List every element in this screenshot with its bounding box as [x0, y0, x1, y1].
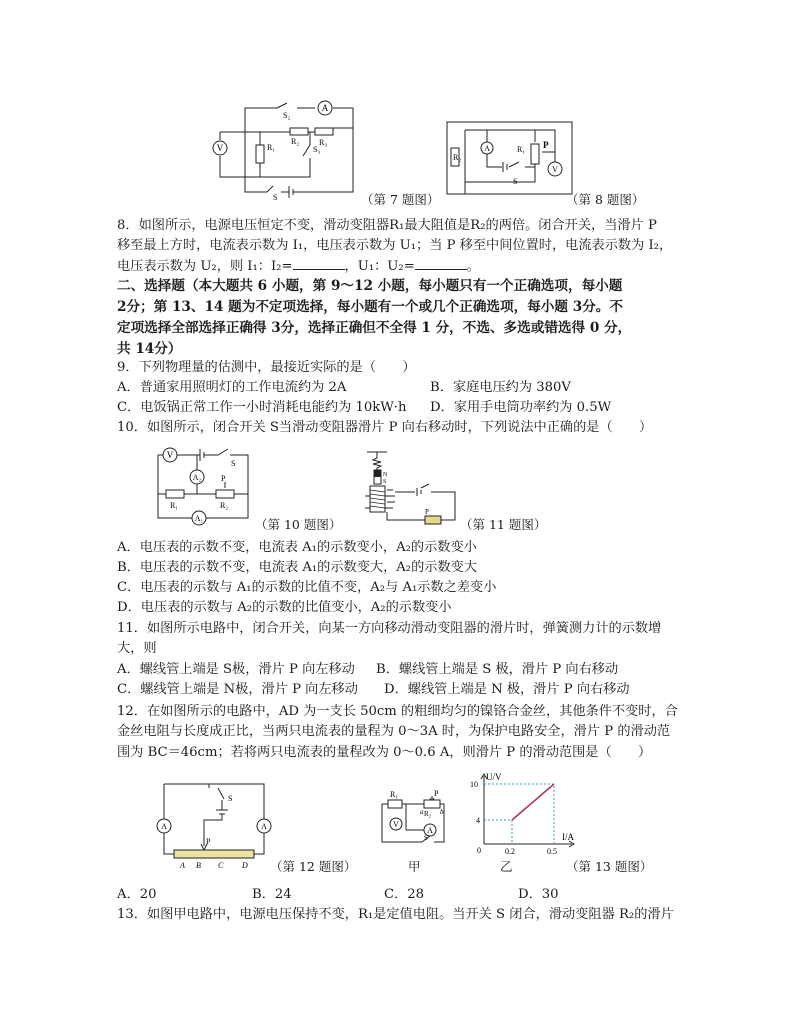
y-axis-label: U/V — [486, 772, 502, 782]
svg-text:R₂: R₂ — [424, 810, 432, 818]
q8-line3-a: 电压表示数为 U₂，则 I₁：I₂= — [117, 259, 293, 274]
q12-option-b: B．24 — [252, 887, 292, 902]
svg-text:P: P — [425, 508, 429, 516]
q12-line1: 12．在如图所示的电路中，AD 为一支长 50cm 的粗细均匀的镍铬合金丝，其他条件不变时，合 — [117, 704, 678, 719]
q13-line1: 13．如图甲电路中，电源电压保持不变，R₁是定值电阻。当开关 S 闭合，滑动变阻器 R₂的滑片 — [117, 907, 674, 922]
figure-7-circuit — [215, 100, 365, 200]
svg-text:A₁: A₁ — [194, 514, 204, 523]
svg-text:A: A — [261, 822, 267, 831]
answer-blank-2[interactable] — [415, 257, 467, 270]
figure-11-circuit — [365, 450, 465, 528]
q11-option-d: D．螺线管上端是 N 极，滑片 P 向右移动 — [384, 682, 630, 697]
q9-option-b: B．家庭电压约为 380V — [430, 380, 571, 395]
svg-text:B: B — [196, 861, 201, 870]
figure-13-circuit-jia — [378, 790, 450, 850]
y-tick-label: 10 — [470, 780, 478, 789]
q12-option-a: A．20 — [117, 887, 157, 902]
svg-text:a: a — [420, 808, 424, 816]
section2-line3: 定项选择全部选择正确得 3分，选择正确但不全得 1 分，不选、多选或错选得 0 分， — [117, 320, 632, 336]
q9-option-a: A．普通家用照明灯的工作电流约为 2A — [117, 380, 347, 395]
q11-line2: 大，则 — [117, 641, 157, 656]
data-line — [512, 784, 554, 820]
svg-text:A: A — [427, 826, 433, 835]
svg-text:N: N — [383, 472, 388, 478]
figure-10-caption: （第 10 题图） — [255, 517, 342, 532]
svg-text:A: A — [321, 103, 329, 113]
svg-text:A: A — [484, 144, 490, 153]
q12-option-d: D．30 — [518, 887, 559, 902]
svg-text:S₃: S₃ — [313, 145, 321, 154]
q12-option-c: C．28 — [384, 887, 425, 902]
svg-text:b: b — [440, 808, 444, 816]
svg-text:R₁: R₁ — [267, 143, 276, 152]
x-tick-label: 0.5 — [547, 847, 557, 856]
svg-text:C: C — [218, 861, 224, 870]
q8-line3-b: ，U₁：U₂= — [344, 259, 415, 274]
x-tick-label: 0.2 — [505, 847, 515, 856]
svg-text:V: V — [216, 143, 224, 153]
q11-option-b: B．螺线管上端是 S 极，滑片 P 向右移动 — [376, 662, 619, 677]
q12-line2: 金丝电阻与长度成正比，当两只电流表的量程为 0～3A 时，为保护电路安全，滑片 P 的滑动范 — [117, 724, 671, 739]
q11-option-a: A．螺线管上端是 S极，滑片 P 向左移动 — [117, 662, 355, 677]
q9-stem: 9．下列物理量的估测中，最接近实际的是（ ） — [117, 360, 416, 375]
figure-8-circuit — [447, 122, 572, 198]
svg-text:P: P — [206, 837, 211, 846]
answer-blank-1[interactable] — [293, 257, 345, 270]
q8-line1: 8．如图所示，电源电压恒定不变，滑动变阻器R₁最大阻值是R₂的两倍。闭合开关，当滑片 P — [117, 218, 657, 233]
q10-option-b: B．电压表的示数不变，电流表 A₁的示数变大，A₂的示数变大 — [117, 560, 478, 575]
svg-text:S: S — [273, 193, 278, 202]
q8-line3-c: 。 — [466, 259, 480, 274]
section2-line4: 共 14分） — [117, 341, 182, 357]
svg-text:R₂: R₂ — [291, 137, 300, 146]
q11-option-c: C．螺线管上端是 N极，滑片 P 向左移动 — [117, 682, 358, 697]
figure-12-caption: （第 12 题图） — [270, 859, 357, 874]
svg-text:R₁: R₁ — [170, 501, 179, 510]
svg-text:S: S — [424, 834, 428, 842]
svg-text:R₁: R₁ — [517, 145, 526, 154]
section2-line1: 二、选择题（本大题共 6 小题，第 9～12 小题，每小题只有一个正确选项，每小题 — [117, 278, 623, 294]
origin-label: 0 — [477, 846, 481, 855]
svg-text:P: P — [221, 474, 226, 483]
q11-line1: 11．如图所示电路中，闭合开关，向某一方向移动滑动变阻器的滑片时，弹簧测力计的示数增 — [117, 621, 662, 636]
q10-option-a: A．电压表的示数不变，电流表 A₁的示数变小，A₂的示数变小 — [117, 540, 477, 555]
svg-text:R₂: R₂ — [453, 153, 462, 162]
y-tick-label: 4 — [476, 816, 480, 825]
q9-option-c: C．电饭锅正常工作一小时消耗电能约为 10kW·h — [117, 400, 407, 415]
svg-text:S: S — [228, 794, 233, 803]
svg-text:R₃: R₃ — [319, 138, 328, 147]
figure-8-caption: （第 8 题图） — [566, 192, 645, 207]
q10-option-c: C．电压表的示数与 A₁的示数的比值不变，A₂与 A₁示数之差变小 — [117, 580, 497, 595]
svg-text:S: S — [513, 177, 518, 186]
svg-text:A: A — [161, 822, 167, 831]
figure-12-circuit — [154, 784, 274, 874]
svg-text:V: V — [552, 165, 558, 174]
figure-13-graph-yi — [462, 772, 574, 862]
section2-line2: 2分；第 13、14 题为不定项选择，每小题有一个或几个正确选项，每小题 3分。不 — [117, 299, 623, 315]
svg-text:S: S — [231, 459, 236, 468]
svg-text:A: A — [180, 861, 185, 870]
figure-13-yi-label: 乙 — [500, 859, 513, 874]
figure-10-circuit — [148, 444, 256, 526]
x-axis-label: I/A — [562, 832, 574, 842]
svg-text:D: D — [242, 861, 248, 870]
q8-line3 — [117, 257, 480, 276]
svg-text:R₁: R₁ — [390, 790, 399, 799]
q12-line3: 围为 BC＝46cm；若将两只电流表的量程改为 0～0.6 A，则滑片 P 的滑动范围是（ ） — [117, 745, 652, 760]
svg-text:S: S — [383, 479, 387, 485]
figure-7-caption: （第 7 题图） — [361, 192, 440, 207]
q8-line2: 移至最上方时，电流表示数为 I₁，电压表示数为 U₁；当 P 移至中间位置时，电流表示数为 I₂， — [117, 238, 673, 253]
svg-text:V: V — [393, 820, 399, 829]
figure-13-caption: （第 13 题图） — [566, 859, 653, 874]
svg-text:R₂: R₂ — [220, 501, 229, 510]
svg-text:P: P — [543, 140, 549, 150]
q10-stem: 10．如图所示，闭合开关 S当滑动变阻器滑片 P 向右移动时，下列说法中正确的是（ ） — [117, 420, 653, 435]
q9-option-d: D．家用手电筒功率约为 0.5W — [430, 400, 612, 415]
figure-13-jia-label: 甲 — [408, 859, 421, 874]
svg-text:A₂: A₂ — [192, 473, 202, 482]
svg-text:S₂: S₂ — [283, 111, 291, 120]
guide-dash-1 — [484, 820, 512, 844]
q10-option-d: D．电压表的示数与 A₂的示数的比值变小，A₂的示数变小 — [117, 600, 452, 615]
svg-text:V: V — [166, 450, 174, 460]
svg-text:P: P — [434, 789, 439, 798]
figure-11-caption: （第 11 题图） — [460, 517, 547, 532]
